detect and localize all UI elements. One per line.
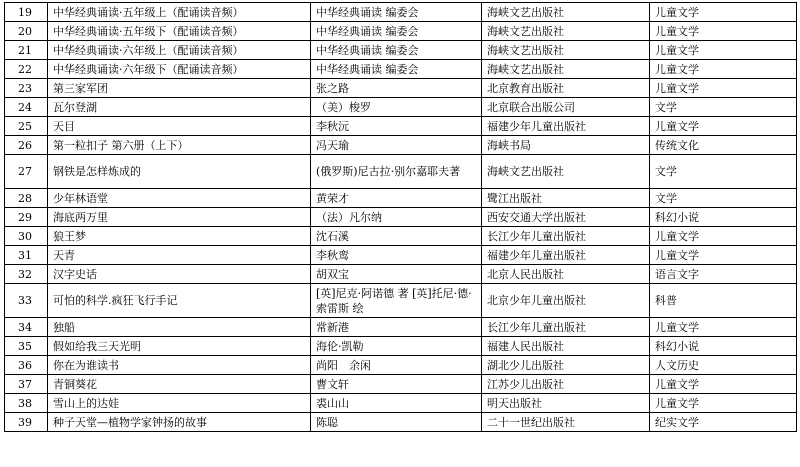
book-publisher: 长江少年儿童出版社 bbox=[482, 318, 650, 337]
book-publisher: 鹭江出版社 bbox=[482, 189, 650, 208]
book-category: 儿童文学 bbox=[650, 22, 797, 41]
row-number: 39 bbox=[5, 413, 48, 432]
book-category: 语言文字 bbox=[650, 265, 797, 284]
table-row bbox=[5, 136, 797, 155]
book-publisher: 北京联合出版公司 bbox=[482, 98, 650, 117]
row-number: 23 bbox=[5, 79, 48, 98]
row-number: 28 bbox=[5, 189, 48, 208]
book-category: 纪实文学 bbox=[650, 413, 797, 432]
book-category: 儿童文学 bbox=[650, 60, 797, 79]
book-author: 李秋沅 bbox=[311, 117, 482, 136]
table-row bbox=[5, 98, 797, 117]
table-row bbox=[5, 22, 797, 41]
book-title: 中华经典诵读·六年级下（配诵读音频） bbox=[48, 60, 311, 79]
book-author: 沈石溪 bbox=[311, 227, 482, 246]
book-author: 胡双宝 bbox=[311, 265, 482, 284]
book-title: 第三家军团 bbox=[48, 79, 311, 98]
book-publisher: 湖北少儿出版社 bbox=[482, 356, 650, 375]
book-title: 你在为谁读书 bbox=[48, 356, 311, 375]
book-publisher: 明天出版社 bbox=[482, 394, 650, 413]
book-category: 科幻小说 bbox=[650, 337, 797, 356]
book-publisher: 海峡书局 bbox=[482, 136, 650, 155]
book-author: 中华经典诵读 编委会 bbox=[311, 3, 482, 22]
book-title: 青铜葵花 bbox=[48, 375, 311, 394]
book-author: （法）凡尔纳 bbox=[311, 208, 482, 227]
book-author: [英]尼克·阿诺德 著 [英]托尼·德·索雷斯 绘 bbox=[311, 284, 482, 318]
book-author: 曹文轩 bbox=[311, 375, 482, 394]
table-row bbox=[5, 318, 797, 337]
row-number: 30 bbox=[5, 227, 48, 246]
book-category: 儿童文学 bbox=[650, 227, 797, 246]
book-category: 儿童文学 bbox=[650, 375, 797, 394]
row-number: 34 bbox=[5, 318, 48, 337]
book-title: 钢铁是怎样炼成的 bbox=[48, 155, 311, 189]
book-publisher: 海峡文艺出版社 bbox=[482, 22, 650, 41]
book-publisher: 北京少年儿童出版社 bbox=[482, 284, 650, 318]
table-row bbox=[5, 246, 797, 265]
book-publisher: 福建少年儿童出版社 bbox=[482, 117, 650, 136]
book-author: 中华经典诵读 编委会 bbox=[311, 22, 482, 41]
book-publisher: 长江少年儿童出版社 bbox=[482, 227, 650, 246]
book-category: 文学 bbox=[650, 155, 797, 189]
table-row bbox=[5, 155, 797, 189]
book-category: 科幻小说 bbox=[650, 208, 797, 227]
row-number: 35 bbox=[5, 337, 48, 356]
book-author: 海伦·凯勒 bbox=[311, 337, 482, 356]
book-category: 科普 bbox=[650, 284, 797, 318]
book-category: 儿童文学 bbox=[650, 117, 797, 136]
row-number: 25 bbox=[5, 117, 48, 136]
row-number: 21 bbox=[5, 41, 48, 60]
book-category: 儿童文学 bbox=[650, 41, 797, 60]
book-publisher: 二十一世纪出版社 bbox=[482, 413, 650, 432]
book-category: 文学 bbox=[650, 189, 797, 208]
book-author: 黄荣才 bbox=[311, 189, 482, 208]
table-row bbox=[5, 394, 797, 413]
book-category: 儿童文学 bbox=[650, 79, 797, 98]
book-category: 传统文化 bbox=[650, 136, 797, 155]
book-title: 天青 bbox=[48, 246, 311, 265]
book-author: 常新港 bbox=[311, 318, 482, 337]
row-number: 36 bbox=[5, 356, 48, 375]
book-author: 裘山山 bbox=[311, 394, 482, 413]
table-row bbox=[5, 117, 797, 136]
row-number: 24 bbox=[5, 98, 48, 117]
book-title: 种子天堂—植物学家钟扬的故事 bbox=[48, 413, 311, 432]
table-row bbox=[5, 337, 797, 356]
book-publisher: 海峡文艺出版社 bbox=[482, 41, 650, 60]
book-title: 海底两万里 bbox=[48, 208, 311, 227]
book-publisher: 北京人民出版社 bbox=[482, 265, 650, 284]
book-author: 中华经典诵读 编委会 bbox=[311, 60, 482, 79]
row-number: 33 bbox=[5, 284, 48, 318]
book-title: 中华经典诵读·六年级上（配诵读音频） bbox=[48, 41, 311, 60]
book-title: 狼王梦 bbox=[48, 227, 311, 246]
book-author: 张之路 bbox=[311, 79, 482, 98]
book-list-table bbox=[4, 2, 797, 432]
book-author: (俄罗斯)尼古拉·别尔嘉耶夫著 bbox=[311, 155, 482, 189]
book-publisher: 福建人民出版社 bbox=[482, 337, 650, 356]
book-title: 汉字史话 bbox=[48, 265, 311, 284]
book-category: 儿童文学 bbox=[650, 394, 797, 413]
table-row bbox=[5, 375, 797, 394]
book-title: 独船 bbox=[48, 318, 311, 337]
book-author: 李秋鸾 bbox=[311, 246, 482, 265]
book-author: 尚阳 余闲 bbox=[311, 356, 482, 375]
book-title: 少年林语堂 bbox=[48, 189, 311, 208]
table-row bbox=[5, 208, 797, 227]
table-row bbox=[5, 189, 797, 208]
book-title: 假如给我三天光明 bbox=[48, 337, 311, 356]
book-publisher: 江苏少儿出版社 bbox=[482, 375, 650, 394]
book-list-body bbox=[5, 3, 797, 432]
table-row bbox=[5, 60, 797, 79]
row-number: 26 bbox=[5, 136, 48, 155]
book-category: 文学 bbox=[650, 98, 797, 117]
book-publisher: 海峡文艺出版社 bbox=[482, 3, 650, 22]
row-number: 20 bbox=[5, 22, 48, 41]
book-title: 第一粒扣子 第六册（上下） bbox=[48, 136, 311, 155]
table-row bbox=[5, 284, 797, 318]
book-author: 中华经典诵读 编委会 bbox=[311, 41, 482, 60]
book-author: 冯天瑜 bbox=[311, 136, 482, 155]
table-row bbox=[5, 79, 797, 98]
row-number: 19 bbox=[5, 3, 48, 22]
row-number: 37 bbox=[5, 375, 48, 394]
book-title: 天目 bbox=[48, 117, 311, 136]
book-category: 儿童文学 bbox=[650, 246, 797, 265]
book-list-sheet bbox=[4, 2, 796, 432]
book-title: 中华经典诵读·五年级下（配诵读音频） bbox=[48, 22, 311, 41]
row-number: 38 bbox=[5, 394, 48, 413]
book-publisher: 海峡文艺出版社 bbox=[482, 60, 650, 79]
book-category: 人文历史 bbox=[650, 356, 797, 375]
book-author: 陈聪 bbox=[311, 413, 482, 432]
row-number: 27 bbox=[5, 155, 48, 189]
row-number: 31 bbox=[5, 246, 48, 265]
table-row bbox=[5, 41, 797, 60]
book-publisher: 海峡文艺出版社 bbox=[482, 155, 650, 189]
book-title: 雪山上的达娃 bbox=[48, 394, 311, 413]
book-title: 瓦尔登湖 bbox=[48, 98, 311, 117]
table-row bbox=[5, 3, 797, 22]
row-number: 29 bbox=[5, 208, 48, 227]
table-row bbox=[5, 413, 797, 432]
row-number: 22 bbox=[5, 60, 48, 79]
book-title: 中华经典诵读·五年级上（配诵读音频） bbox=[48, 3, 311, 22]
book-author: （美）梭罗 bbox=[311, 98, 482, 117]
book-category: 儿童文学 bbox=[650, 3, 797, 22]
book-publisher: 福建少年儿童出版社 bbox=[482, 246, 650, 265]
table-row bbox=[5, 356, 797, 375]
table-row bbox=[5, 265, 797, 284]
book-title: 可怕的科学.疯狂飞行手记 bbox=[48, 284, 311, 318]
row-number: 32 bbox=[5, 265, 48, 284]
book-publisher: 北京教育出版社 bbox=[482, 79, 650, 98]
book-category: 儿童文学 bbox=[650, 318, 797, 337]
table-row bbox=[5, 227, 797, 246]
book-publisher: 西安交通大学出版社 bbox=[482, 208, 650, 227]
